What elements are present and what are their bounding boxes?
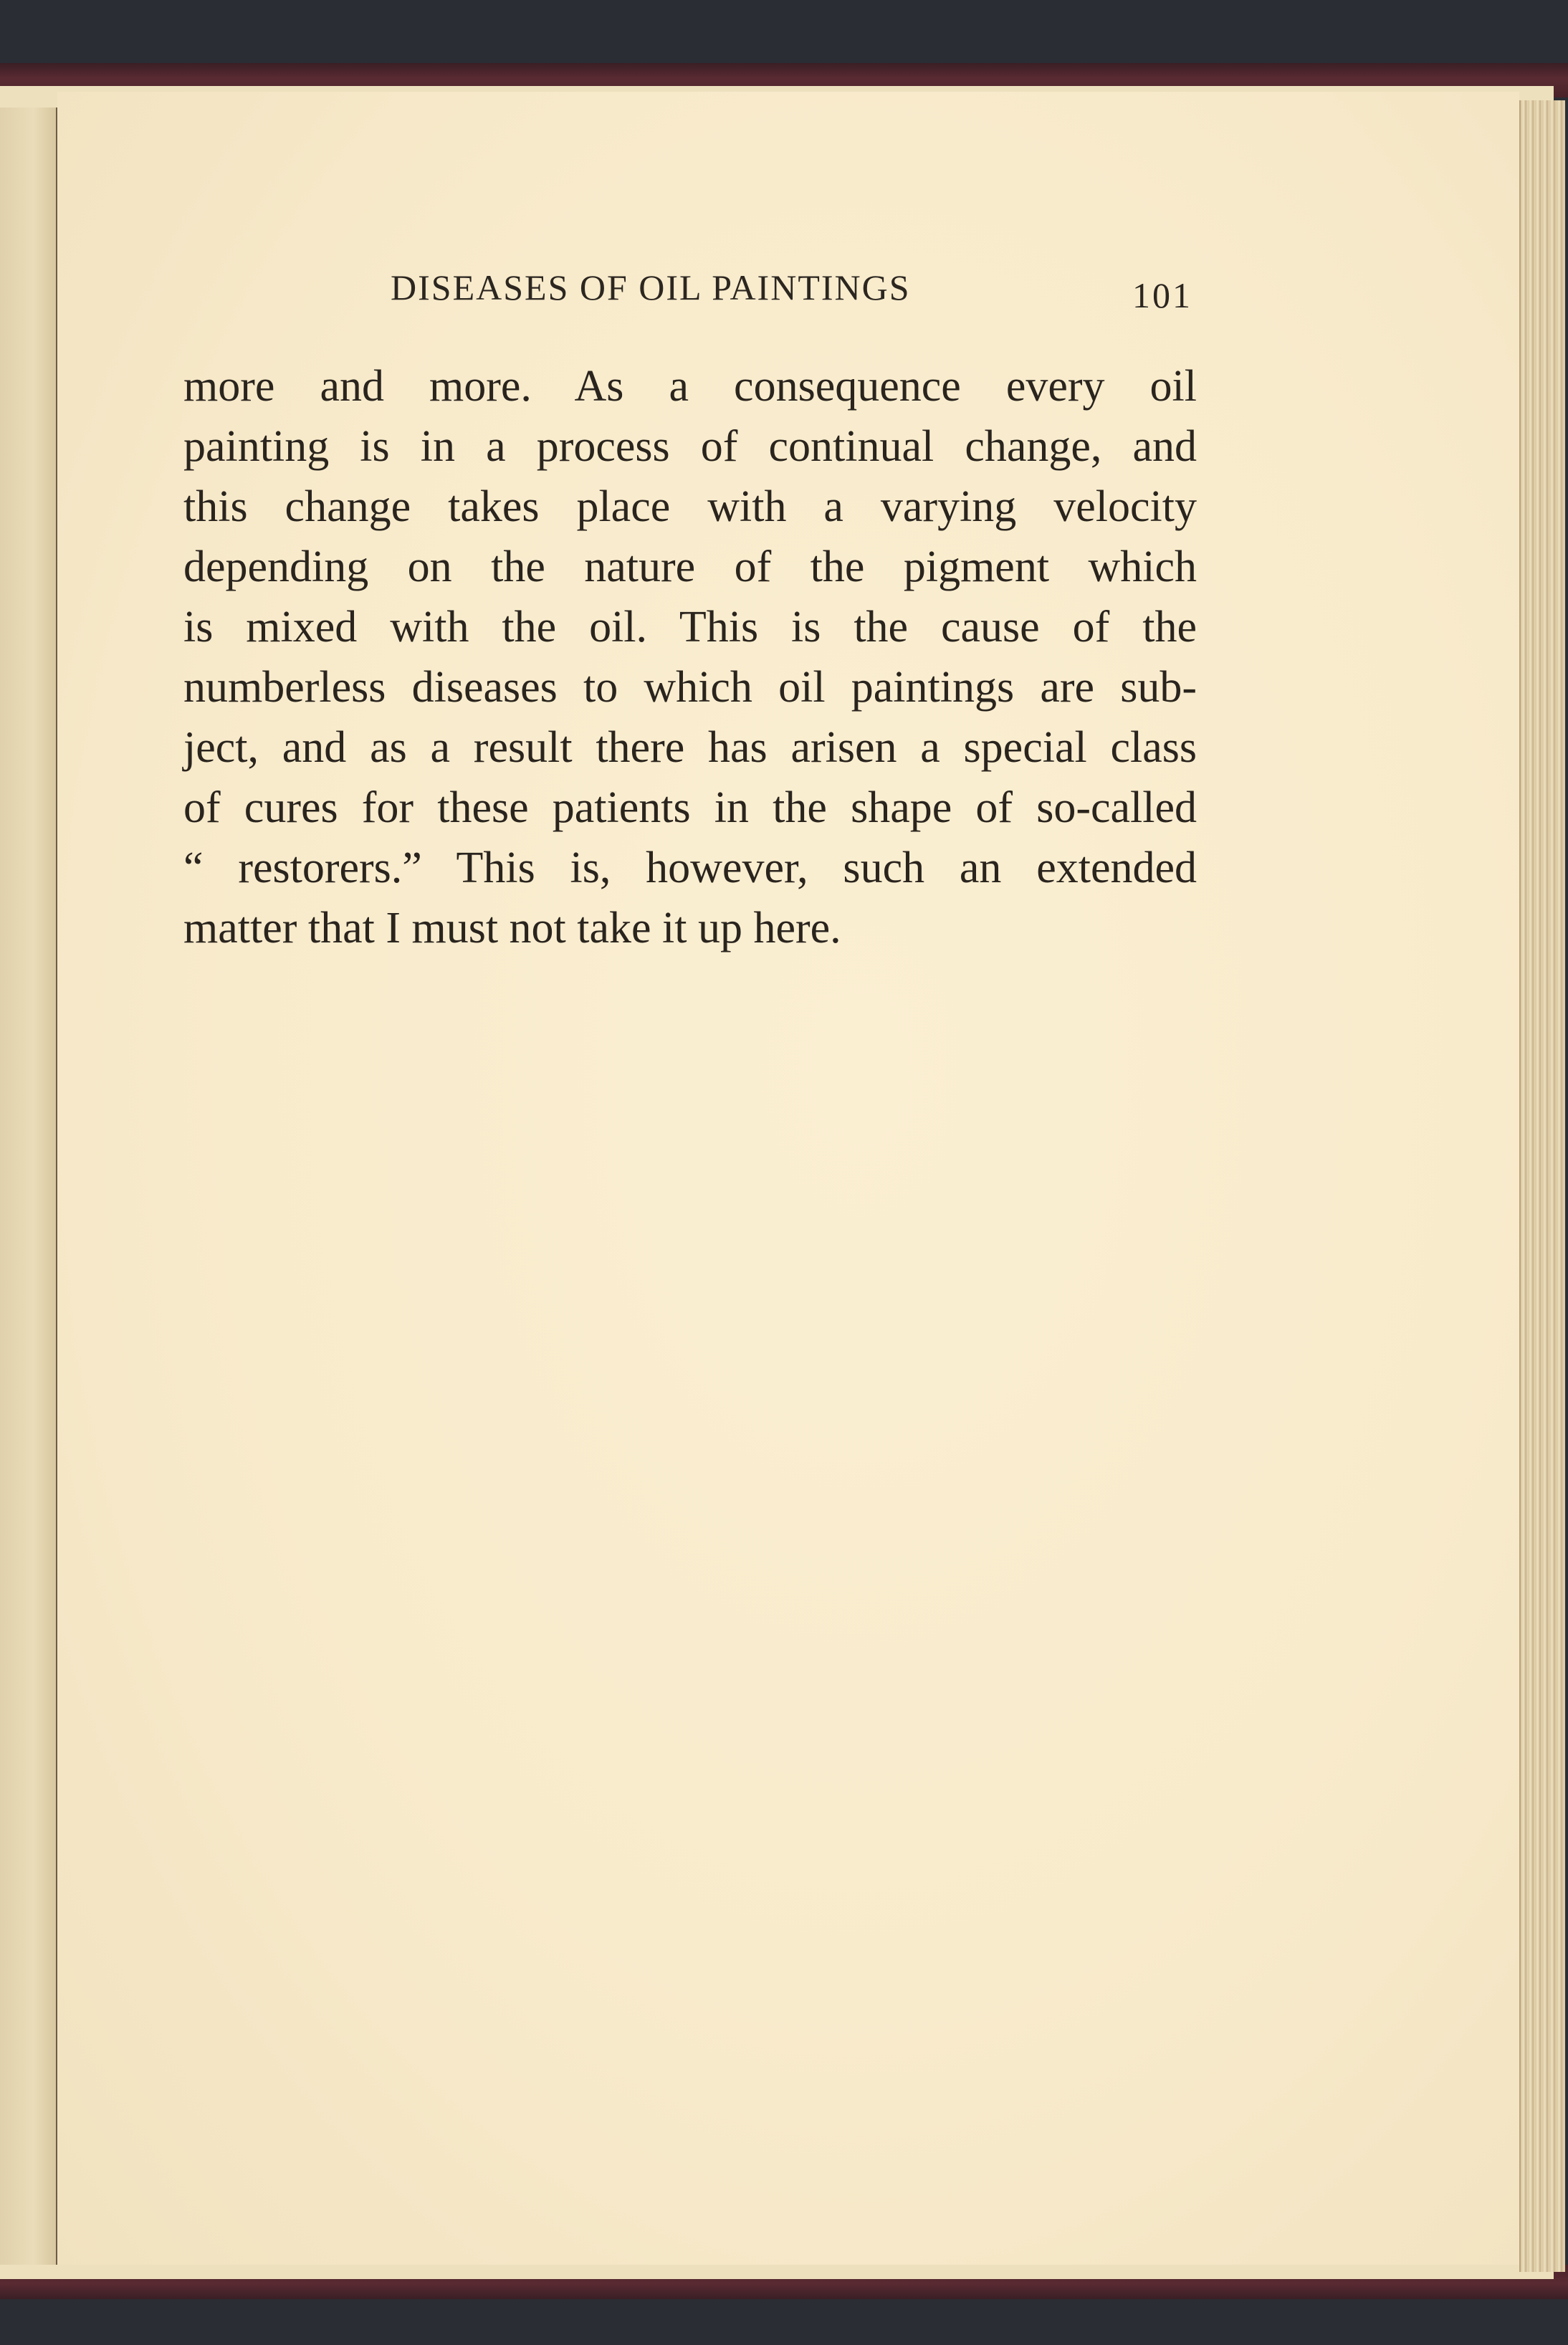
text-line: this change takes place with a varying velocity	[183, 482, 1197, 531]
text-line: more and more. As a consequence every oil	[183, 362, 1197, 411]
text-line-last: matter that I must not take it up here.	[183, 904, 841, 952]
text-line: of cures for these patients in the shape of so-called	[183, 783, 1197, 832]
text-line: ject, and as a result there has arisen a special class	[183, 723, 1197, 772]
text-line: painting is in a process of continual change, and	[183, 422, 1197, 471]
text-line: numberless diseases to which oil paintings are sub-	[183, 663, 1197, 712]
page-number: 101	[1132, 275, 1192, 315]
page-fore-edge	[1519, 100, 1565, 2272]
text-line: is mixed with the oil. This is the cause of the	[183, 603, 1197, 651]
running-head: DISEASES OF OIL PAINTINGS	[391, 267, 911, 307]
body-text	[183, 356, 1197, 958]
text-line: “ restorers.” This is, however, such an extended	[183, 844, 1197, 892]
text-line: depending on the nature of the pigment which	[183, 543, 1197, 591]
previous-page-edge	[0, 108, 58, 2265]
